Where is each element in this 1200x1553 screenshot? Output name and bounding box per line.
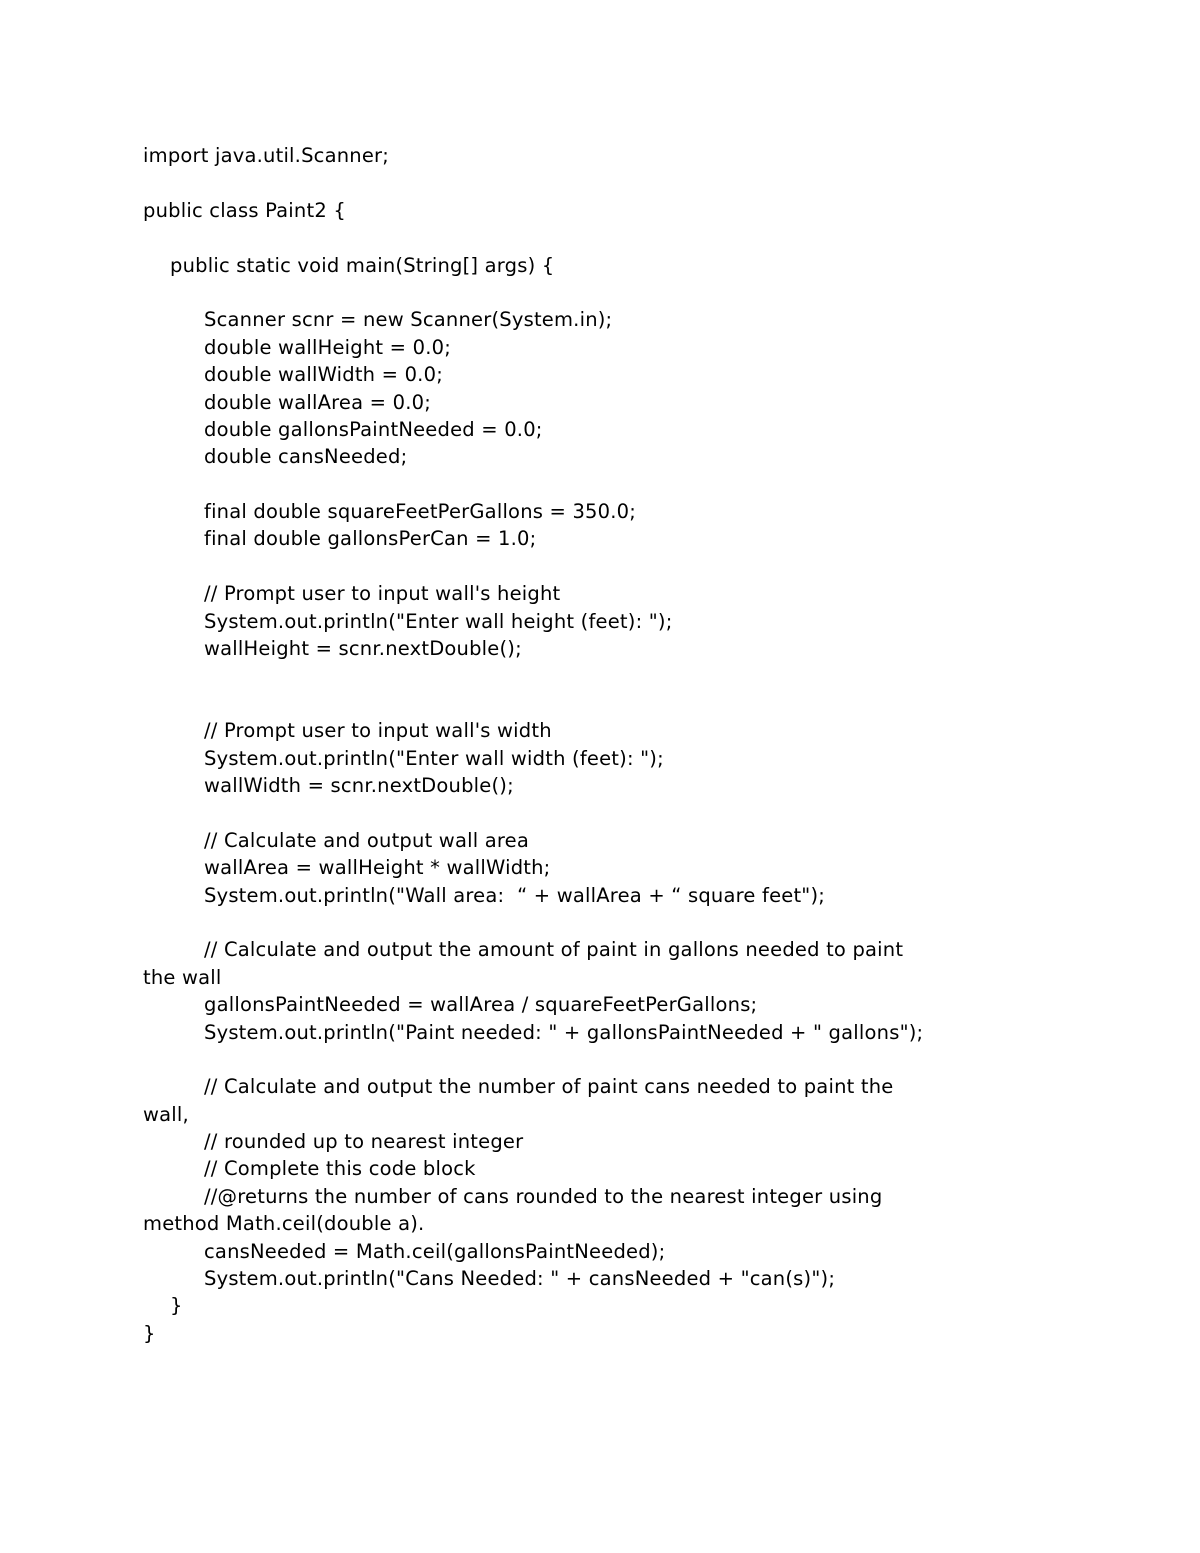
code-line: double wallArea = 0.0; bbox=[204, 390, 431, 414]
code-line: cansNeeded = Math.ceil(gallonsPaintNeeded); bbox=[204, 1239, 666, 1263]
blank-line bbox=[143, 224, 1060, 251]
code-line: // Prompt user to input wall's height bbox=[204, 582, 561, 606]
blank-line bbox=[143, 662, 1060, 689]
blank-line bbox=[143, 471, 1060, 498]
code-line: System.out.println("Enter wall height (feet): "); bbox=[204, 609, 673, 633]
code-line: } bbox=[170, 1294, 183, 1318]
code-line: wall, bbox=[143, 1102, 189, 1126]
code-line: method Math.ceil(double a). bbox=[143, 1212, 425, 1236]
code-line: // Calculate and output wall area bbox=[204, 828, 530, 852]
code-line: final double squareFeetPerGallons = 350.0; bbox=[204, 500, 637, 524]
blank-line bbox=[143, 799, 1060, 826]
code-line: //@returns the number of cans rounded to the nearest integer using bbox=[204, 1184, 883, 1208]
code-line: System.out.println("Wall area: “ + wallArea + “ square feet"); bbox=[204, 883, 826, 907]
code-line: System.out.println("Cans Needed: " + cansNeeded + "can(s)"); bbox=[204, 1267, 836, 1291]
java-source-code bbox=[143, 142, 1060, 1347]
code-line: // Complete this code block bbox=[204, 1157, 476, 1181]
code-line: wallArea = wallHeight * wallWidth; bbox=[204, 856, 551, 880]
code-line: // rounded up to nearest integer bbox=[204, 1130, 524, 1154]
code-line: public static void main(String[] args) { bbox=[170, 253, 555, 277]
code-line: import java.util.Scanner; bbox=[143, 144, 390, 167]
blank-line bbox=[143, 169, 1060, 196]
code-line: double wallWidth = 0.0; bbox=[204, 363, 443, 387]
code-line: System.out.println("Enter wall width (feet): "); bbox=[204, 746, 664, 770]
code-line: // Prompt user to input wall's width bbox=[204, 719, 552, 743]
blank-line bbox=[143, 553, 1060, 580]
code-line: double gallonsPaintNeeded = 0.0; bbox=[204, 417, 543, 441]
code-line: double wallHeight = 0.0; bbox=[204, 335, 451, 359]
code-line: double cansNeeded; bbox=[204, 445, 408, 469]
blank-line bbox=[143, 1046, 1060, 1073]
code-line: final double gallonsPerCan = 1.0; bbox=[204, 527, 537, 551]
code-line: the wall bbox=[143, 965, 222, 989]
code-line: } bbox=[143, 1321, 156, 1345]
code-line: wallHeight = scnr.nextDouble(); bbox=[204, 637, 522, 661]
code-line: wallWidth = scnr.nextDouble(); bbox=[204, 773, 514, 797]
code-line: // Calculate and output the number of paint cans needed to paint the bbox=[204, 1075, 894, 1099]
code-line: // Calculate and output the amount of paint in gallons needed to paint bbox=[204, 938, 904, 962]
blank-line bbox=[143, 690, 1060, 717]
code-line: Scanner scnr = new Scanner(System.in); bbox=[204, 308, 613, 332]
blank-line bbox=[143, 279, 1060, 306]
blank-line bbox=[143, 909, 1060, 936]
code-line: public class Paint2 { bbox=[143, 198, 346, 222]
code-line: gallonsPaintNeeded = wallArea / squareFeetPerGallons; bbox=[204, 993, 758, 1017]
code-line: System.out.println("Paint needed: " + gallonsPaintNeeded + " gallons"); bbox=[204, 1020, 924, 1044]
